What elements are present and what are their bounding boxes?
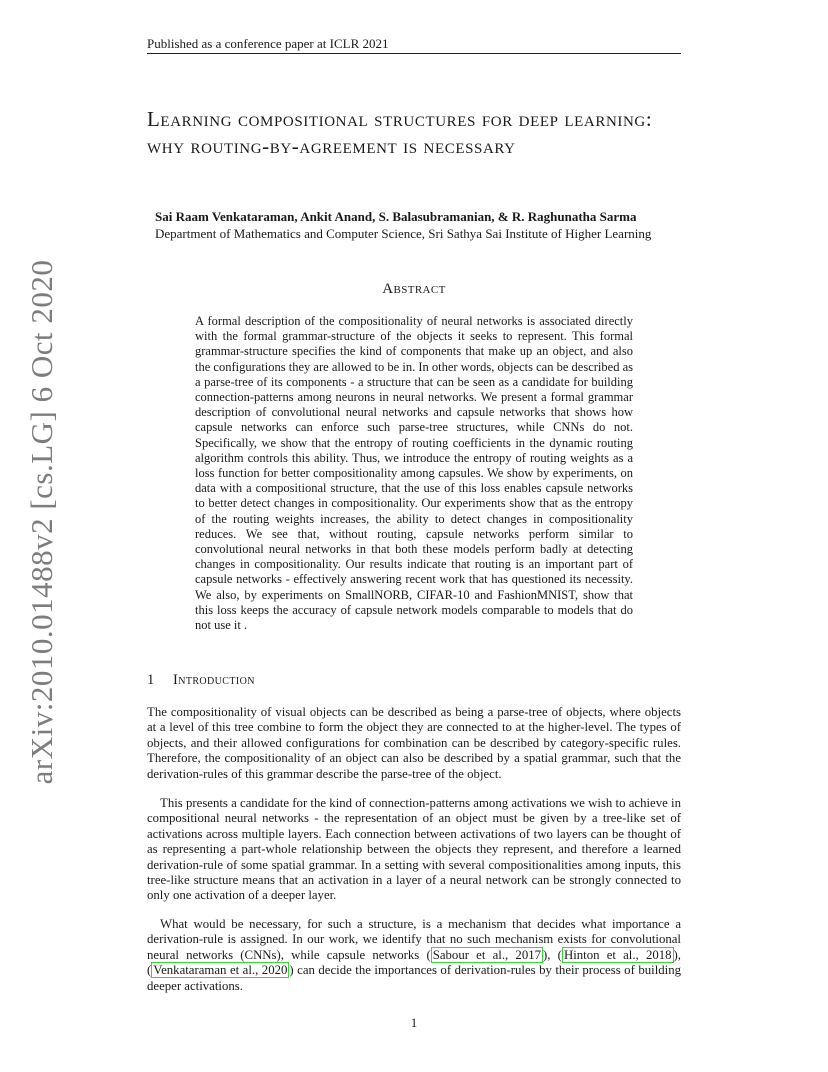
header-rule: [147, 53, 681, 54]
page-number: 1: [410, 1015, 418, 1030]
intro-paragraph-3-text-b: ), (: [543, 947, 562, 962]
running-head: Published as a conference paper at ICLR 2021: [147, 36, 389, 51]
arxiv-identifier-stamp: arXiv:2010.01488v2 [cs.LG] 6 Oct 2020: [24, 259, 59, 785]
abstract-heading: Abstract: [382, 281, 446, 297]
author-list: Sai Raam Venkataraman, Ankit Anand, S. Balasubramanian, & R. Raghunatha Sarma: [155, 209, 637, 224]
paper-title: Learning compositional structures for deep learning: why routing-by-agreement is necessary: [147, 107, 653, 158]
intro-paragraph-3-text-a: What would be necessary, for such a structure, is a mechanism that decides what importance a derivation-rule is assigned. In our work, we identify that no such mechanism exists for convolutional neural networks (CNNs), while capsule networks (: [147, 917, 681, 962]
intro-paragraph-1: The compositionality of visual objects can be described as being a parse-tree of objects, where objects at a level of this tree combine to form the object they are connected to at the higher-level. The types of objects, and their allowed configurations for combination can be described by category-specific rules. Therefore, the compositionality of an object can also be described by a spatial grammar, such that the derivation-rules of this grammar describe the parse-tree of the object.: [147, 705, 681, 781]
citation-link-sabour[interactable]: Sabour et al., 2017: [432, 947, 542, 962]
section-number: 1: [147, 672, 155, 688]
intro-paragraph-3-text-c: ), (: [147, 947, 682, 978]
intro-paragraph-3-text-d: ) can decide the importances of derivation-rules by their process of building deeper activations.: [147, 963, 681, 993]
citation-link-hinton[interactable]: Hinton et al., 2018: [563, 947, 672, 962]
section-heading-introduction: [147, 671, 547, 689]
author-affiliation: Department of Mathematics and Computer Science, Sri Sathya Sai Institute of Higher Learning: [155, 226, 652, 241]
intro-paragraph-2: This presents a candidate for the kind of connection-patterns among activations we wish to achieve in compositional neural networks - the representation of an object must be given by a tree-like set of activations across multiple layers. Each connection between activations of two layers can be thought of as representing a part-whole relationship between the objects they represent, and therefore a learned derivation-rule of some spatial grammar. In a setting with several compositionalities among inputs, this tree-like structure means that an activation in a layer of a neural network can be strongly connected to only one activation of a deeper layer.: [147, 796, 681, 903]
section-title: Introduction: [173, 672, 255, 688]
citation-link-venkataraman[interactable]: Venkataraman et al., 2020: [153, 963, 288, 978]
intro-paragraph-3: [147, 917, 681, 994]
abstract-text: A formal description of the compositionality of neural networks is associated directly with the formal grammar-structure of the objects it seeks to represent. This formal grammar-structure specifies the kind of components that make up an object, and also the configurations they are allowed to be in. In other words, objects can be described as a parse-tree of its components - a structure that can be seen as a candidate for building connection-patterns among neurons in neural networks. We present a formal grammar description of convolutional neural networks and capsule networks that shows how capsule networks can enforce such parse-tree structures, while CNNs do not. Specifically, we show that the entropy of routing coefficients in the dynamic routing algorithm controls this ability. Thus, we introduce the entropy of routing weights as a loss function for better compositionality among capsules. We show by experiments, on data with a compositional structure, that the use of this loss enables capsule networks to better detect changes in compositionality. Our experiments show that as the entropy of the routing weights increases, the ability to detect changes in compositionality reduces. We see that, without routing, capsule networks perform similar to convolutional neural networks in that both these models perform badly at detecting changes in compositionality. Our results indicate that routing is an important part of capsule networks - effectively answering recent work that has questioned its necessity. We also, by experiments on SmallNORB, CIFAR-10 and FashionMNIST, show that this loss keeps the accuracy of capsule network models comparable to models that do not use it .: [195, 314, 633, 633]
